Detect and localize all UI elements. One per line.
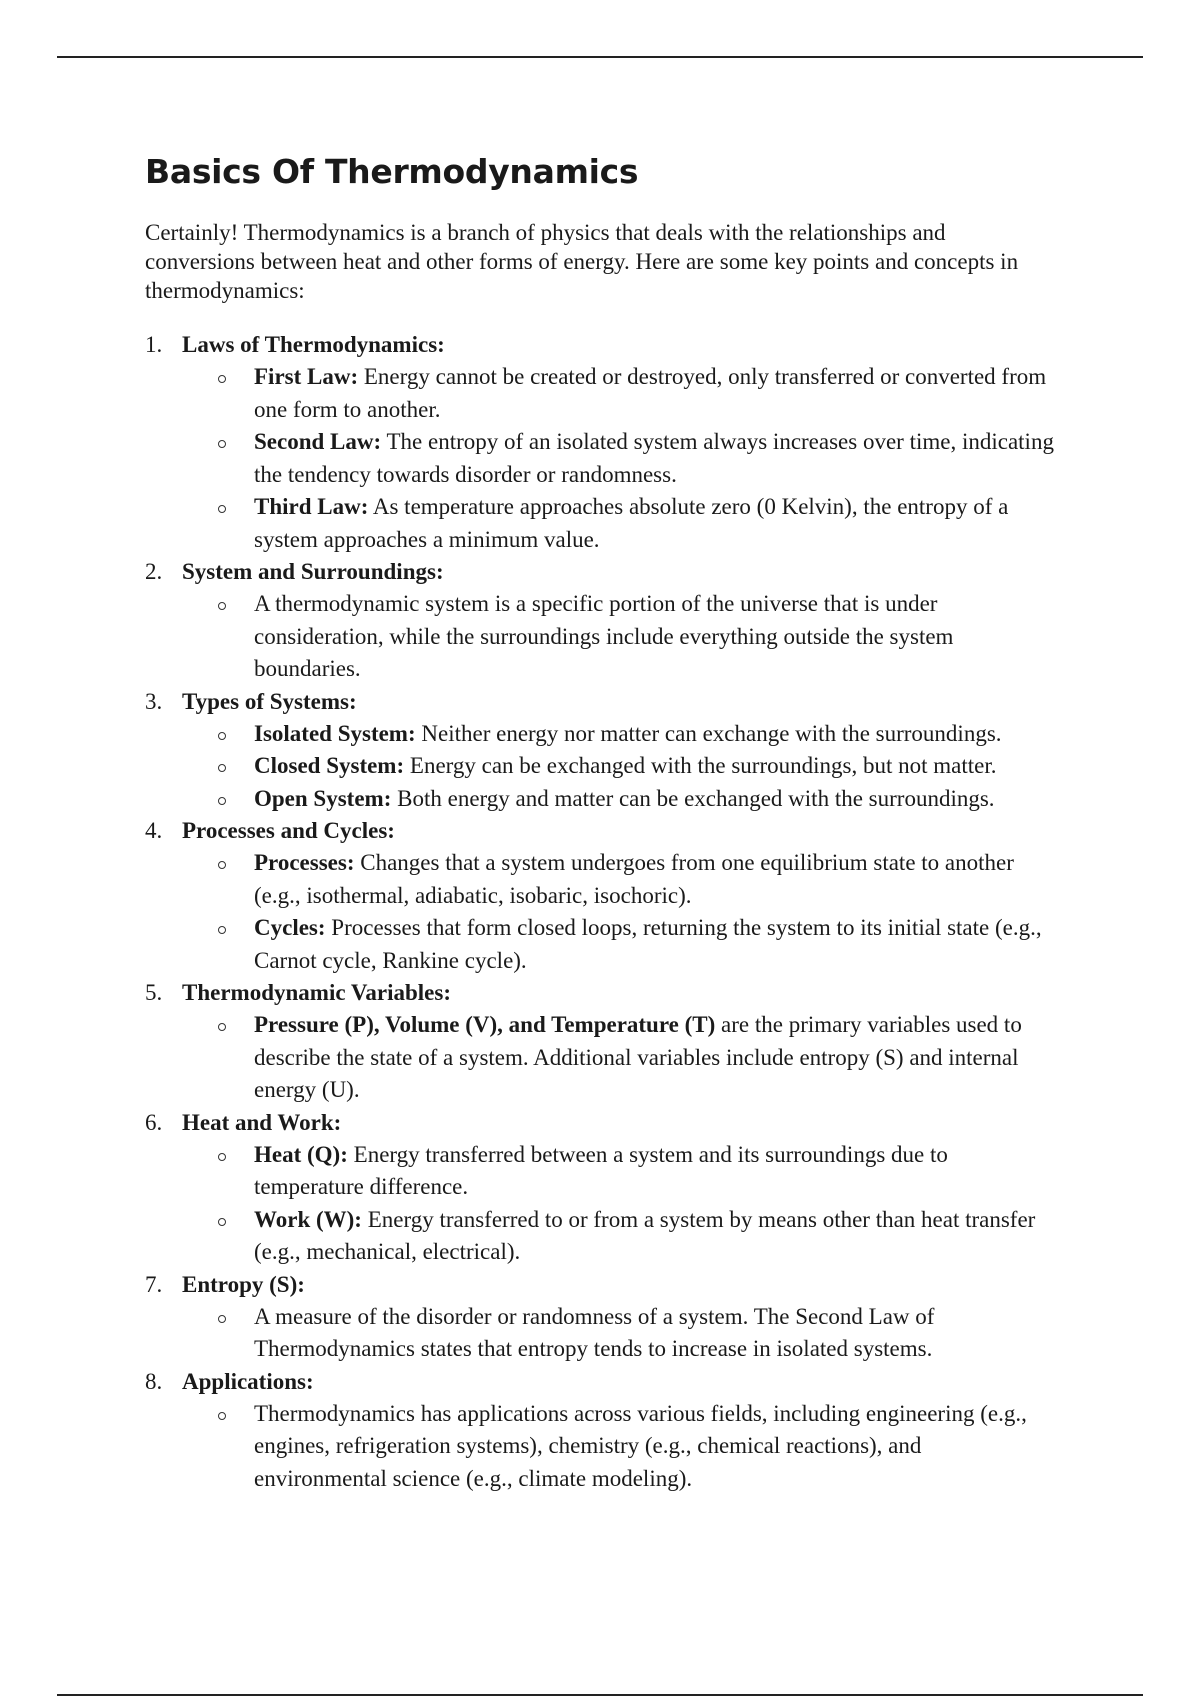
- hollow-circle-bullet-icon: [218, 602, 226, 610]
- hollow-circle-bullet-icon: [218, 375, 226, 383]
- section-heading: Processes and Cycles:: [182, 818, 395, 843]
- bullet-item: [182, 1398, 1055, 1496]
- hollow-circle-bullet-icon: [218, 1315, 226, 1323]
- section-number: 6.: [145, 1109, 163, 1135]
- bottom-rule: [57, 1694, 1143, 1696]
- bullet-text: Both energy and matter can be exchanged with the surroundings.: [397, 785, 995, 811]
- hollow-circle-bullet-icon: [218, 732, 226, 740]
- bullet-label: Heat (Q):: [254, 1141, 348, 1167]
- hollow-circle-bullet-icon: [218, 764, 226, 772]
- bullet-label: Isolated System:: [254, 720, 416, 746]
- bullet-text: are the primary variables used to describe the state of a system. Additional variables include entropy (S) and internal energy (U).: [254, 1012, 1022, 1102]
- bullet-item: [182, 1301, 1055, 1366]
- bullet-item: [182, 718, 1055, 751]
- section-item: [145, 329, 1055, 556]
- section-item: [145, 1366, 1055, 1496]
- top-rule: [57, 56, 1143, 58]
- section-heading: Heat and Work:: [182, 1109, 342, 1135]
- bullet-label: Second Law:: [254, 429, 382, 454]
- hollow-circle-bullet-icon: [218, 1153, 226, 1161]
- bullet-text: Energy transferred between a system and its surroundings due to temperature difference.: [254, 1141, 948, 1199]
- bullet-text: Neither energy nor matter can exchange with the surroundings.: [421, 720, 1002, 746]
- bullet-label: Open System:: [254, 785, 392, 811]
- bullet-item: [182, 1139, 1055, 1204]
- document-body: [145, 150, 1055, 1495]
- section-bullets: [182, 1009, 1055, 1107]
- section-item: [145, 815, 1055, 977]
- hollow-circle-bullet-icon: [218, 1412, 226, 1420]
- bullet-item: [182, 588, 1055, 686]
- bullet-label: Processes:: [254, 850, 355, 875]
- bullet-label: Cycles:: [254, 915, 326, 940]
- section-heading: Entropy (S):: [182, 1271, 305, 1297]
- section-number: 1.: [145, 332, 163, 357]
- hollow-circle-bullet-icon: [218, 861, 226, 869]
- section-bullets: [182, 1398, 1055, 1496]
- section-number: 3.: [145, 688, 163, 714]
- bullet-item: [182, 1204, 1055, 1269]
- bullet-text: Energy transferred to or from a system by means other than heat transfer (e.g., mechanical, electrical).: [254, 1206, 1036, 1264]
- section-bullets: [182, 361, 1055, 556]
- bullet-text: The entropy of an isolated system always increases over time, indicating the tendency towards disorder or randomness.: [254, 429, 1054, 487]
- section-heading: Thermodynamic Variables:: [182, 980, 451, 1005]
- bullet-item: [182, 847, 1055, 912]
- section-bullets: [182, 1139, 1055, 1269]
- section-heading: Laws of Thermodynamics:: [182, 332, 445, 357]
- section-bullets: [182, 718, 1055, 816]
- bullet-text: A thermodynamic system is a specific portion of the universe that is under consideration, while the surroundings include everything outside the system boundaries.: [254, 591, 954, 681]
- bullet-text: Thermodynamics has applications across various fields, including engineering (e.g., engines, refrigeration systems), chemistry (e.g., chemical reactions), and environmental science (e.g., climate modeling).: [254, 1400, 1027, 1491]
- section-item: [145, 1269, 1055, 1366]
- section-bullets: [182, 847, 1055, 977]
- bullet-item: [182, 912, 1055, 977]
- section-heading: System and Surroundings:: [182, 559, 444, 584]
- section-bullets: [182, 1301, 1055, 1366]
- hollow-circle-bullet-icon: [218, 797, 226, 805]
- section-number: 7.: [145, 1271, 163, 1297]
- intro-paragraph: Certainly! Thermodynamics is a branch of physics that deals with the relationships and conversions between heat and other forms of energy. Here are some key points and concepts in thermodynamics:: [145, 220, 1019, 303]
- section-item: [145, 556, 1055, 686]
- section-number: 5.: [145, 980, 163, 1005]
- bullet-item: [182, 783, 1055, 816]
- section-number: 2.: [145, 559, 163, 584]
- section-item: [145, 686, 1055, 816]
- bullet-text: As temperature approaches absolute zero (0 Kelvin), the entropy of a system approaches a minimum value.: [254, 494, 1009, 552]
- bullet-item: [182, 750, 1055, 783]
- bullet-label: Pressure (P), Volume (V), and Temperature (T): [254, 1012, 716, 1037]
- bullet-text: Energy cannot be created or destroyed, only transferred or converted from one form to another.: [254, 364, 1047, 422]
- section-number: 8.: [145, 1368, 163, 1394]
- hollow-circle-bullet-icon: [218, 440, 226, 448]
- bullet-text: Changes that a system undergoes from one equilibrium state to another (e.g., isothermal, adiabatic, isobaric, isochoric).: [254, 850, 1014, 908]
- bullet-item: [182, 426, 1055, 491]
- section-item: [145, 977, 1055, 1107]
- page-title: Basics Of Thermodynamics: [145, 152, 639, 191]
- bullet-label: Closed System:: [254, 753, 405, 778]
- bullet-text: A measure of the disorder or randomness of a system. The Second Law of Thermodynamics states that entropy tends to increase in isolated systems.: [254, 1303, 935, 1361]
- hollow-circle-bullet-icon: [218, 1023, 226, 1031]
- section-heading: Applications:: [182, 1368, 314, 1394]
- bullet-label: Third Law:: [254, 494, 369, 519]
- section-bullets: [182, 588, 1055, 686]
- hollow-circle-bullet-icon: [218, 1218, 226, 1226]
- bullet-label: Work (W):: [254, 1206, 362, 1232]
- bullet-item: [182, 491, 1055, 556]
- bullet-item: [182, 1009, 1055, 1107]
- hollow-circle-bullet-icon: [218, 505, 226, 513]
- section-heading: Types of Systems:: [182, 688, 357, 714]
- bullet-text: Energy can be exchanged with the surroundings, but not matter.: [409, 753, 997, 778]
- hollow-circle-bullet-icon: [218, 926, 226, 934]
- section-item: [145, 1107, 1055, 1269]
- section-number: 4.: [145, 818, 163, 843]
- bullet-item: [182, 361, 1055, 426]
- bullet-text: Processes that form closed loops, returning the system to its initial state (e.g., Carnot cycle, Rankine cycle).: [254, 915, 1042, 973]
- bullet-label: First Law:: [254, 364, 359, 389]
- sections-list: [145, 329, 1055, 1495]
